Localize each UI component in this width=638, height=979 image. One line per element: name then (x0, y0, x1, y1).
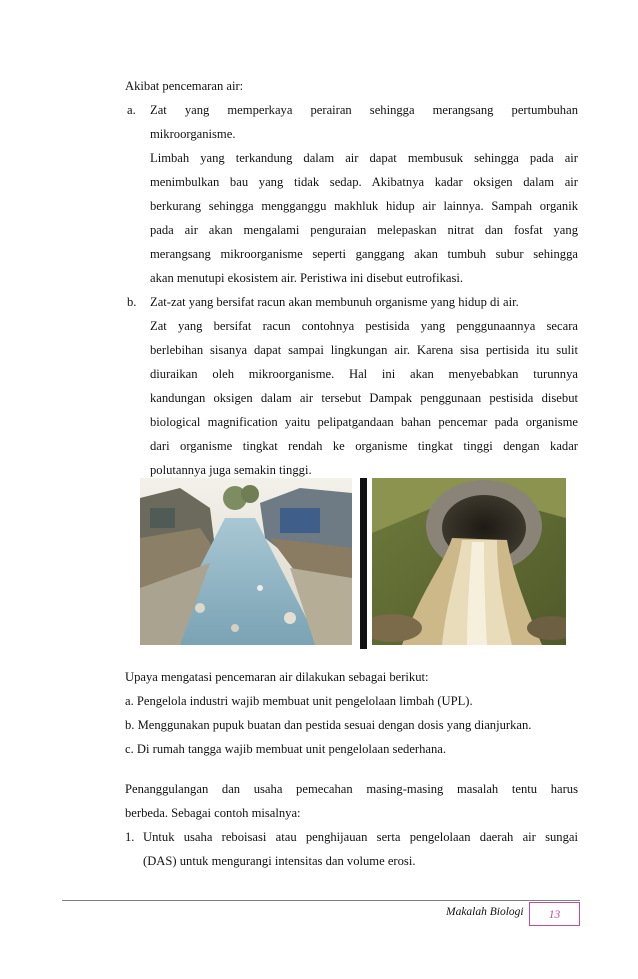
section3-item1-line1: Untuk usaha reboisasi atau penghijauan serta pengelolaan daerah air sungai (143, 830, 578, 844)
item-a-body-line: merangsang mikroorganisme seperti ganggang akan tumbuh subur sehingga (150, 247, 578, 261)
item-b-marker: b. (127, 295, 137, 309)
item-a-body-line: pada air akan mengalami penguraian melepaskan nitrat dan fosfat yang (150, 223, 578, 237)
page-number: 13 (529, 902, 580, 926)
sewage-outflow-pipe-photo (372, 478, 566, 645)
footer-label: Makalah Biologi (446, 906, 524, 918)
item-a-body-line: berkurang sehingga mengganggu makhluk hidup air lainnya. Sampah organik (150, 199, 578, 213)
item-b-title: Zat-zat yang bersifat racun akan membunuh organisme yang hidup di air. (150, 295, 519, 309)
item-b-body-line: dari organisme tingkat rendah ke organisme tingkat tinggi dengan kadar (150, 439, 578, 453)
section2-heading: Upaya mengatasi pencemaran air dilakukan sebagai berikut: (125, 670, 429, 684)
item-b-body-line: diuraikan oleh mikroorganisme. Hal ini akan menyebabkan turunnya (150, 367, 578, 381)
section2-item-a: a. Pengelola industri wajib membuat unit pengelolaan limbah (UPL). (125, 694, 473, 708)
item-a-marker: a. (127, 103, 136, 117)
image-divider (360, 478, 367, 649)
item-b-body-line: Zat yang bersifat racun contohnya pestisida yang penggunaannya secara (150, 319, 578, 333)
item-a-title-line2: mikroorganisme. (150, 127, 236, 141)
item-a-title-line1: Zat yang memperkaya perairan sehingga merangsang pertumbuhan (150, 103, 578, 117)
item-a-body-line: menimbulkan bau yang tidak sedap. Akibatnya kadar oksigen dalam air (150, 175, 578, 189)
polluted-river-photo (140, 478, 352, 645)
section3-item1-marker: 1. (125, 830, 135, 844)
section2-item-c: c. Di rumah tangga wajib membuat unit pengelolaan sederhana. (125, 742, 447, 756)
item-b-body-line: biological magnification yaitu pelipatgandaan bahan pencemar pada organisme (150, 415, 578, 429)
section3-intro-line2: berbeda. Sebagai contoh misalnya: (125, 806, 301, 820)
section3-intro-line1: Penanggulangan dan usaha pemecahan masing-masing masalah tentu harus (125, 782, 578, 796)
item-a-body-line: akan menutupi ekosistem air. Peristiwa ini disebut eutrofikasi. (150, 271, 464, 285)
item-b-body-line: kandungan oksigen dalam air tersebut Dampak penggunaan pestisida disebut (150, 391, 578, 405)
section3-item1-line2: (DAS) untuk mengurangi intensitas dan volume erosi. (143, 854, 416, 868)
section2-item-b: b. Menggunakan pupuk buatan dan pestida sesuai dengan dosis yang dianjurkan. (125, 718, 532, 732)
section1-heading: Akibat pencemaran air: (125, 79, 244, 93)
item-b-body-line: polutannya juga semakin tinggi. (150, 463, 312, 477)
item-a-body-line: Limbah yang terkandung dalam air dapat membusuk sehingga pada air (150, 151, 578, 165)
item-b-body-line: berlebihan sisanya dapat sampai lingkungan air. Karena sisa pertisida itu sulit (150, 343, 578, 357)
footer-rule (62, 900, 580, 901)
